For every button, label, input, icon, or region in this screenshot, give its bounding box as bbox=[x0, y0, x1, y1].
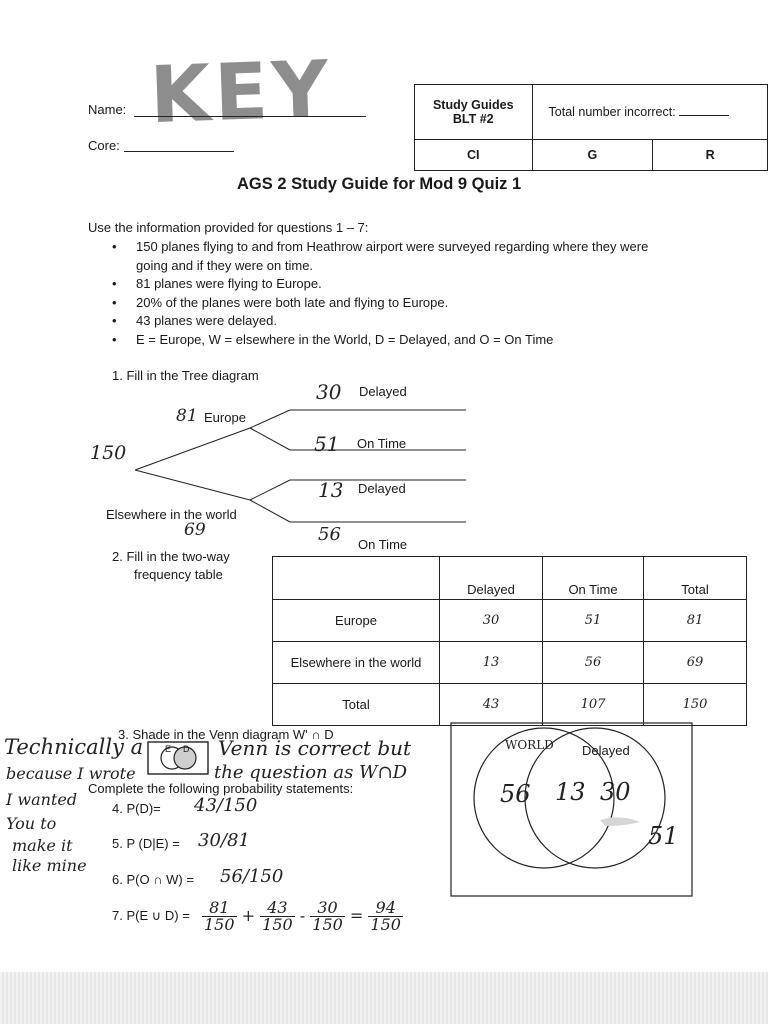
q5-numerator: 30 bbox=[198, 830, 221, 851]
q5-denominator: 81 bbox=[226, 830, 250, 851]
tree-elsewhere-value: 69 bbox=[184, 520, 206, 540]
tree-leaf-label: Delayed bbox=[358, 481, 406, 496]
venn-world-label: WORLD bbox=[505, 738, 554, 752]
q5-label: 5. P (D|E) = bbox=[112, 836, 180, 851]
table-cell[interactable]: 51 bbox=[543, 600, 644, 642]
ci-cell: CI bbox=[415, 140, 533, 171]
q6-label: 6. P(O ∩ W) = bbox=[112, 872, 194, 887]
list-item: • 43 planes were delayed. bbox=[112, 312, 682, 331]
tree-leaf-label: Delayed bbox=[359, 384, 407, 399]
mini-venn-d-label: D bbox=[183, 744, 190, 754]
note-left-line: make it bbox=[12, 836, 73, 855]
q7-label: 7. P(E ∪ D) = bbox=[112, 908, 190, 923]
note-left-line: I wanted bbox=[6, 790, 78, 809]
q7-fraction: $\frac{81}{150}$ bbox=[204, 898, 235, 934]
venn-shading bbox=[600, 817, 640, 826]
list-item: • E = Europe, W = elsewhere in the World, D = Delayed, and O = On Time bbox=[112, 331, 682, 350]
scan-bottom-band bbox=[0, 972, 768, 1024]
table-cell[interactable]: 69 bbox=[644, 642, 747, 684]
q2-label-line2: frequency table bbox=[134, 567, 223, 582]
core-label: Core: bbox=[88, 138, 120, 153]
q7-fraction: $\frac{30}{150}$ bbox=[312, 898, 343, 934]
q7-operator: - bbox=[299, 906, 306, 925]
complete-instructions: Complete the following probability statements: bbox=[88, 781, 354, 796]
tree-leaf-value: 56 bbox=[318, 524, 341, 545]
note-left-line: because I wrote bbox=[6, 764, 136, 783]
q7-fraction: $\frac{94}{150}$ bbox=[370, 898, 401, 934]
table-cell[interactable]: 30 bbox=[440, 600, 543, 642]
list-item: • 81 planes were flying to Europe. bbox=[112, 275, 682, 294]
tree-leaf-label: On Time bbox=[358, 537, 408, 552]
row-label: Elsewhere in the world bbox=[273, 642, 440, 684]
note-left-line: You to bbox=[6, 814, 57, 833]
row-label: Total bbox=[273, 684, 440, 726]
tree-diagram bbox=[0, 380, 768, 550]
venn-middle-value: 13 bbox=[555, 778, 586, 806]
q7-operator: = bbox=[349, 906, 364, 925]
tree-europe-label: Europe bbox=[204, 410, 246, 425]
q6-denominator: 150 bbox=[248, 866, 284, 887]
row-label: Europe bbox=[273, 600, 440, 642]
table-header: On Time bbox=[543, 557, 644, 600]
study-guides-text: Study Guides bbox=[432, 98, 514, 112]
q5-answer: 30/81 bbox=[198, 830, 250, 851]
study-guides-cell bbox=[415, 85, 533, 140]
note-right-line2: the question as W∩D bbox=[214, 762, 408, 783]
total-incorrect-line[interactable] bbox=[679, 115, 729, 116]
intro-text: Use the information provided for questions 1 – 7: bbox=[88, 220, 369, 235]
table-cell[interactable]: 56 bbox=[543, 642, 644, 684]
note-left-line: like mine bbox=[12, 856, 87, 875]
note-right-line1: Venn is correct but bbox=[218, 736, 412, 760]
table-cell[interactable]: 150 bbox=[644, 684, 747, 726]
q1-label: 1. Fill in the Tree diagram bbox=[112, 368, 259, 383]
g-cell: G bbox=[532, 140, 653, 171]
venn-diagram bbox=[450, 722, 694, 898]
table-cell[interactable]: 81 bbox=[644, 600, 747, 642]
name-label: Name: bbox=[88, 102, 127, 117]
venn-delayed-label: Delayed bbox=[582, 743, 630, 758]
table-cell[interactable]: 107 bbox=[543, 684, 644, 726]
name-line[interactable] bbox=[134, 116, 366, 117]
table-header: Delayed bbox=[440, 557, 543, 600]
tree-leaf-value: 51 bbox=[314, 432, 340, 456]
tree-branch-elsewhere bbox=[135, 470, 250, 500]
tree-leaf-value: 30 bbox=[316, 380, 342, 404]
q2-label-line1: 2. Fill in the two-way bbox=[112, 549, 230, 564]
total-incorrect-label: Total number incorrect: bbox=[548, 105, 676, 119]
q6-numerator: 56 bbox=[220, 866, 243, 887]
list-item: • 20% of the planes were both late and flying to Europe. bbox=[112, 294, 682, 313]
table-row bbox=[273, 642, 747, 684]
key-stamp: KEY bbox=[148, 44, 334, 142]
venn-right-value: 30 bbox=[600, 778, 631, 806]
table-corner bbox=[273, 557, 440, 600]
note-left-line: Technically a bbox=[4, 735, 144, 759]
q3-label: 3. Shade in the Venn diagram W' ∩ D bbox=[118, 727, 334, 742]
q4-answer: 43/150 bbox=[194, 795, 258, 816]
page-title: AGS 2 Study Guide for Mod 9 Quiz 1 bbox=[237, 175, 522, 193]
table-cell[interactable]: 43 bbox=[440, 684, 543, 726]
tree-elsewhere-label: Elsewhere in the world bbox=[106, 507, 237, 522]
venn-outside-value: 51 bbox=[648, 822, 679, 850]
tree-root-value: 150 bbox=[90, 442, 127, 464]
mini-venn-sketch bbox=[146, 740, 212, 776]
table-cell[interactable]: 13 bbox=[440, 642, 543, 684]
venn-left-value: 56 bbox=[500, 780, 531, 808]
info-list bbox=[112, 238, 682, 349]
tree-branch-elsewhere-ontime bbox=[250, 500, 290, 522]
q4-denominator: 150 bbox=[222, 795, 258, 816]
table-row bbox=[273, 600, 747, 642]
table-row bbox=[273, 684, 747, 726]
list-item: • 150 planes flying to and from Heathrow airport were surveyed regarding where they were going and if they were on time. bbox=[112, 238, 682, 275]
table-header: Total bbox=[644, 557, 747, 600]
venn-universe bbox=[451, 723, 692, 896]
q7-operator: + bbox=[241, 906, 256, 925]
r-cell: R bbox=[653, 140, 768, 171]
q4-numerator: 43 bbox=[194, 795, 217, 816]
tree-leaf-label: On Time bbox=[357, 436, 407, 451]
q6-answer: 56/150 bbox=[220, 866, 284, 887]
tree-branch-europe bbox=[135, 428, 250, 470]
score-table bbox=[414, 84, 768, 171]
tree-europe-value: 81 bbox=[176, 406, 198, 426]
blt-text: BLT #2 bbox=[452, 112, 494, 126]
q4-label: 4. P(D)= bbox=[112, 801, 161, 816]
core-line[interactable] bbox=[124, 151, 234, 152]
q7-fraction: $\frac{43}{150}$ bbox=[262, 898, 293, 934]
frequency-table bbox=[272, 556, 747, 726]
mini-venn-e-label: E bbox=[165, 744, 172, 754]
tree-leaf-value: 13 bbox=[318, 478, 344, 502]
total-incorrect-cell bbox=[532, 85, 767, 140]
tree-branch-europe-ontime bbox=[250, 428, 290, 450]
tree-branch-elsewhere-delayed bbox=[250, 480, 290, 500]
tree-branch-europe-delayed bbox=[250, 410, 290, 428]
q7-answer bbox=[202, 900, 403, 933]
